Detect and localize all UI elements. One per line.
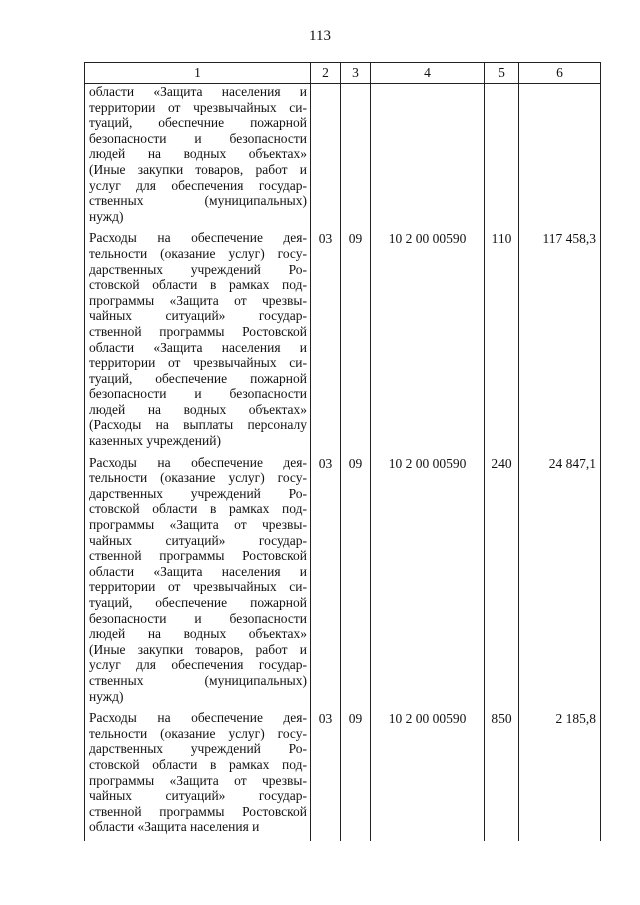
- table-row: [85, 710, 601, 841]
- description-line: людей на водных объектах»: [89, 146, 307, 162]
- description-line: области «Защита населения и: [89, 339, 307, 355]
- description-line: тельности (оказание услуг) госу-: [89, 725, 307, 741]
- description-line: дарственных учреждений Ро-: [89, 485, 307, 501]
- section-code: 03: [311, 230, 341, 454]
- expense-type-code: 240: [485, 455, 519, 711]
- description-line: (Расходы на выплаты персоналу: [89, 417, 307, 433]
- description-line: безопасности и безопасности: [89, 610, 307, 626]
- row-description: [85, 230, 311, 454]
- header-col-5: 5: [485, 63, 519, 84]
- description-line: казенных учреждений): [89, 433, 221, 449]
- description-line: туаций, обеспечние пожарной: [89, 115, 307, 131]
- description-line: чайных ситуаций» государ-: [89, 308, 307, 324]
- description-line: территории от чрезвычайных си-: [89, 355, 307, 371]
- table-row: [85, 230, 601, 454]
- expense-type-code: 110: [485, 230, 519, 454]
- description-line: стовской области в рамках под-: [89, 756, 307, 772]
- description-line: стовской области в рамках под-: [89, 277, 307, 293]
- description-line: туаций, обеспечение пожарной: [89, 595, 307, 610]
- amount: 24 847,1: [519, 455, 601, 711]
- description-line: людей на водных объектах»: [89, 401, 307, 417]
- amount: 2 185,8: [519, 710, 601, 841]
- description-line: Расходы на обеспечение дея-: [89, 710, 307, 726]
- description-line: программы «Защита от чрезвы-: [89, 772, 307, 788]
- header-col-3: 3: [341, 63, 371, 84]
- description-line: ственных (муниципальных): [89, 193, 307, 209]
- description-line: услуг для обеспечения государ-: [89, 657, 307, 673]
- header-col-1: 1: [85, 63, 311, 84]
- description-line: безопасности и безопасности: [89, 130, 307, 146]
- subsection-code: [341, 84, 371, 231]
- description-line: дарственных учреждений Ро-: [89, 261, 307, 277]
- expense-type-code: 850: [485, 710, 519, 841]
- description-line: чайных ситуаций» государ-: [89, 788, 307, 804]
- description-line: безопасности и безопасности: [89, 386, 307, 402]
- description-line: территории от чрезвычайных си-: [89, 99, 307, 115]
- description-line: нужд): [89, 688, 124, 704]
- header-col-4: 4: [371, 63, 485, 84]
- description-line: тельности (оказание услуг) госу-: [89, 470, 307, 486]
- description-line: туаций, обеспечение пожарной: [89, 370, 307, 386]
- description-line: (Иные закупки товаров, работ и: [89, 161, 307, 177]
- description-line: программы «Защита от чрезвы-: [89, 517, 307, 533]
- target-article-code: 10 2 00 00590: [371, 230, 485, 454]
- section-code: 03: [311, 710, 341, 841]
- description-line: чайных ситуаций» государ-: [89, 532, 307, 548]
- amount: 117 458,3: [519, 230, 601, 454]
- table-row: [85, 84, 601, 231]
- header-col-6: 6: [519, 63, 601, 84]
- description-line: программы «Защита от чрезвы-: [89, 292, 307, 308]
- subsection-code: 09: [341, 455, 371, 711]
- description-line: Расходы на обеспечение дея-: [89, 454, 307, 470]
- row-description: [85, 455, 311, 711]
- description-line: ственной программы Ростовской: [89, 323, 307, 339]
- budget-table: [84, 62, 601, 841]
- description-line: области «Защита населения и: [89, 819, 260, 835]
- description-line: дарственных учреждений Ро-: [89, 741, 307, 757]
- description-line: ственных (муниципальных): [89, 672, 307, 688]
- page-number: 113: [309, 28, 331, 44]
- section-code: [311, 84, 341, 231]
- description-line: области «Защита населения и: [89, 563, 307, 579]
- subsection-code: 09: [341, 710, 371, 841]
- description-line: области «Защита населения и: [89, 84, 307, 99]
- description-line: территории от чрезвычайных си-: [89, 579, 307, 595]
- description-line: ственной программы Ростовской: [89, 548, 307, 564]
- description-line: (Иные закупки товаров, работ и: [89, 641, 307, 657]
- subsection-code: 09: [341, 230, 371, 454]
- description-line: тельности (оказание услуг) госу-: [89, 245, 307, 261]
- target-article-code: 10 2 00 00590: [371, 455, 485, 711]
- description-line: услуг для обеспечения государ-: [89, 177, 307, 193]
- description-line: Расходы на обеспечение дея-: [89, 230, 307, 246]
- expense-type-code: [485, 84, 519, 231]
- description-line: людей на водных объектах»: [89, 626, 307, 642]
- table-row: [85, 455, 601, 711]
- target-article-code: [371, 84, 485, 231]
- amount: [519, 84, 601, 231]
- row-description: [85, 710, 311, 841]
- section-code: 03: [311, 455, 341, 711]
- row-description: [85, 84, 311, 231]
- description-line: ственной программы Ростовской: [89, 803, 307, 819]
- header-col-2: 2: [311, 63, 341, 84]
- target-article-code: 10 2 00 00590: [371, 710, 485, 841]
- description-line: стовской области в рамках под-: [89, 501, 307, 517]
- header-row: [85, 63, 601, 84]
- description-line: нужд): [89, 208, 124, 224]
